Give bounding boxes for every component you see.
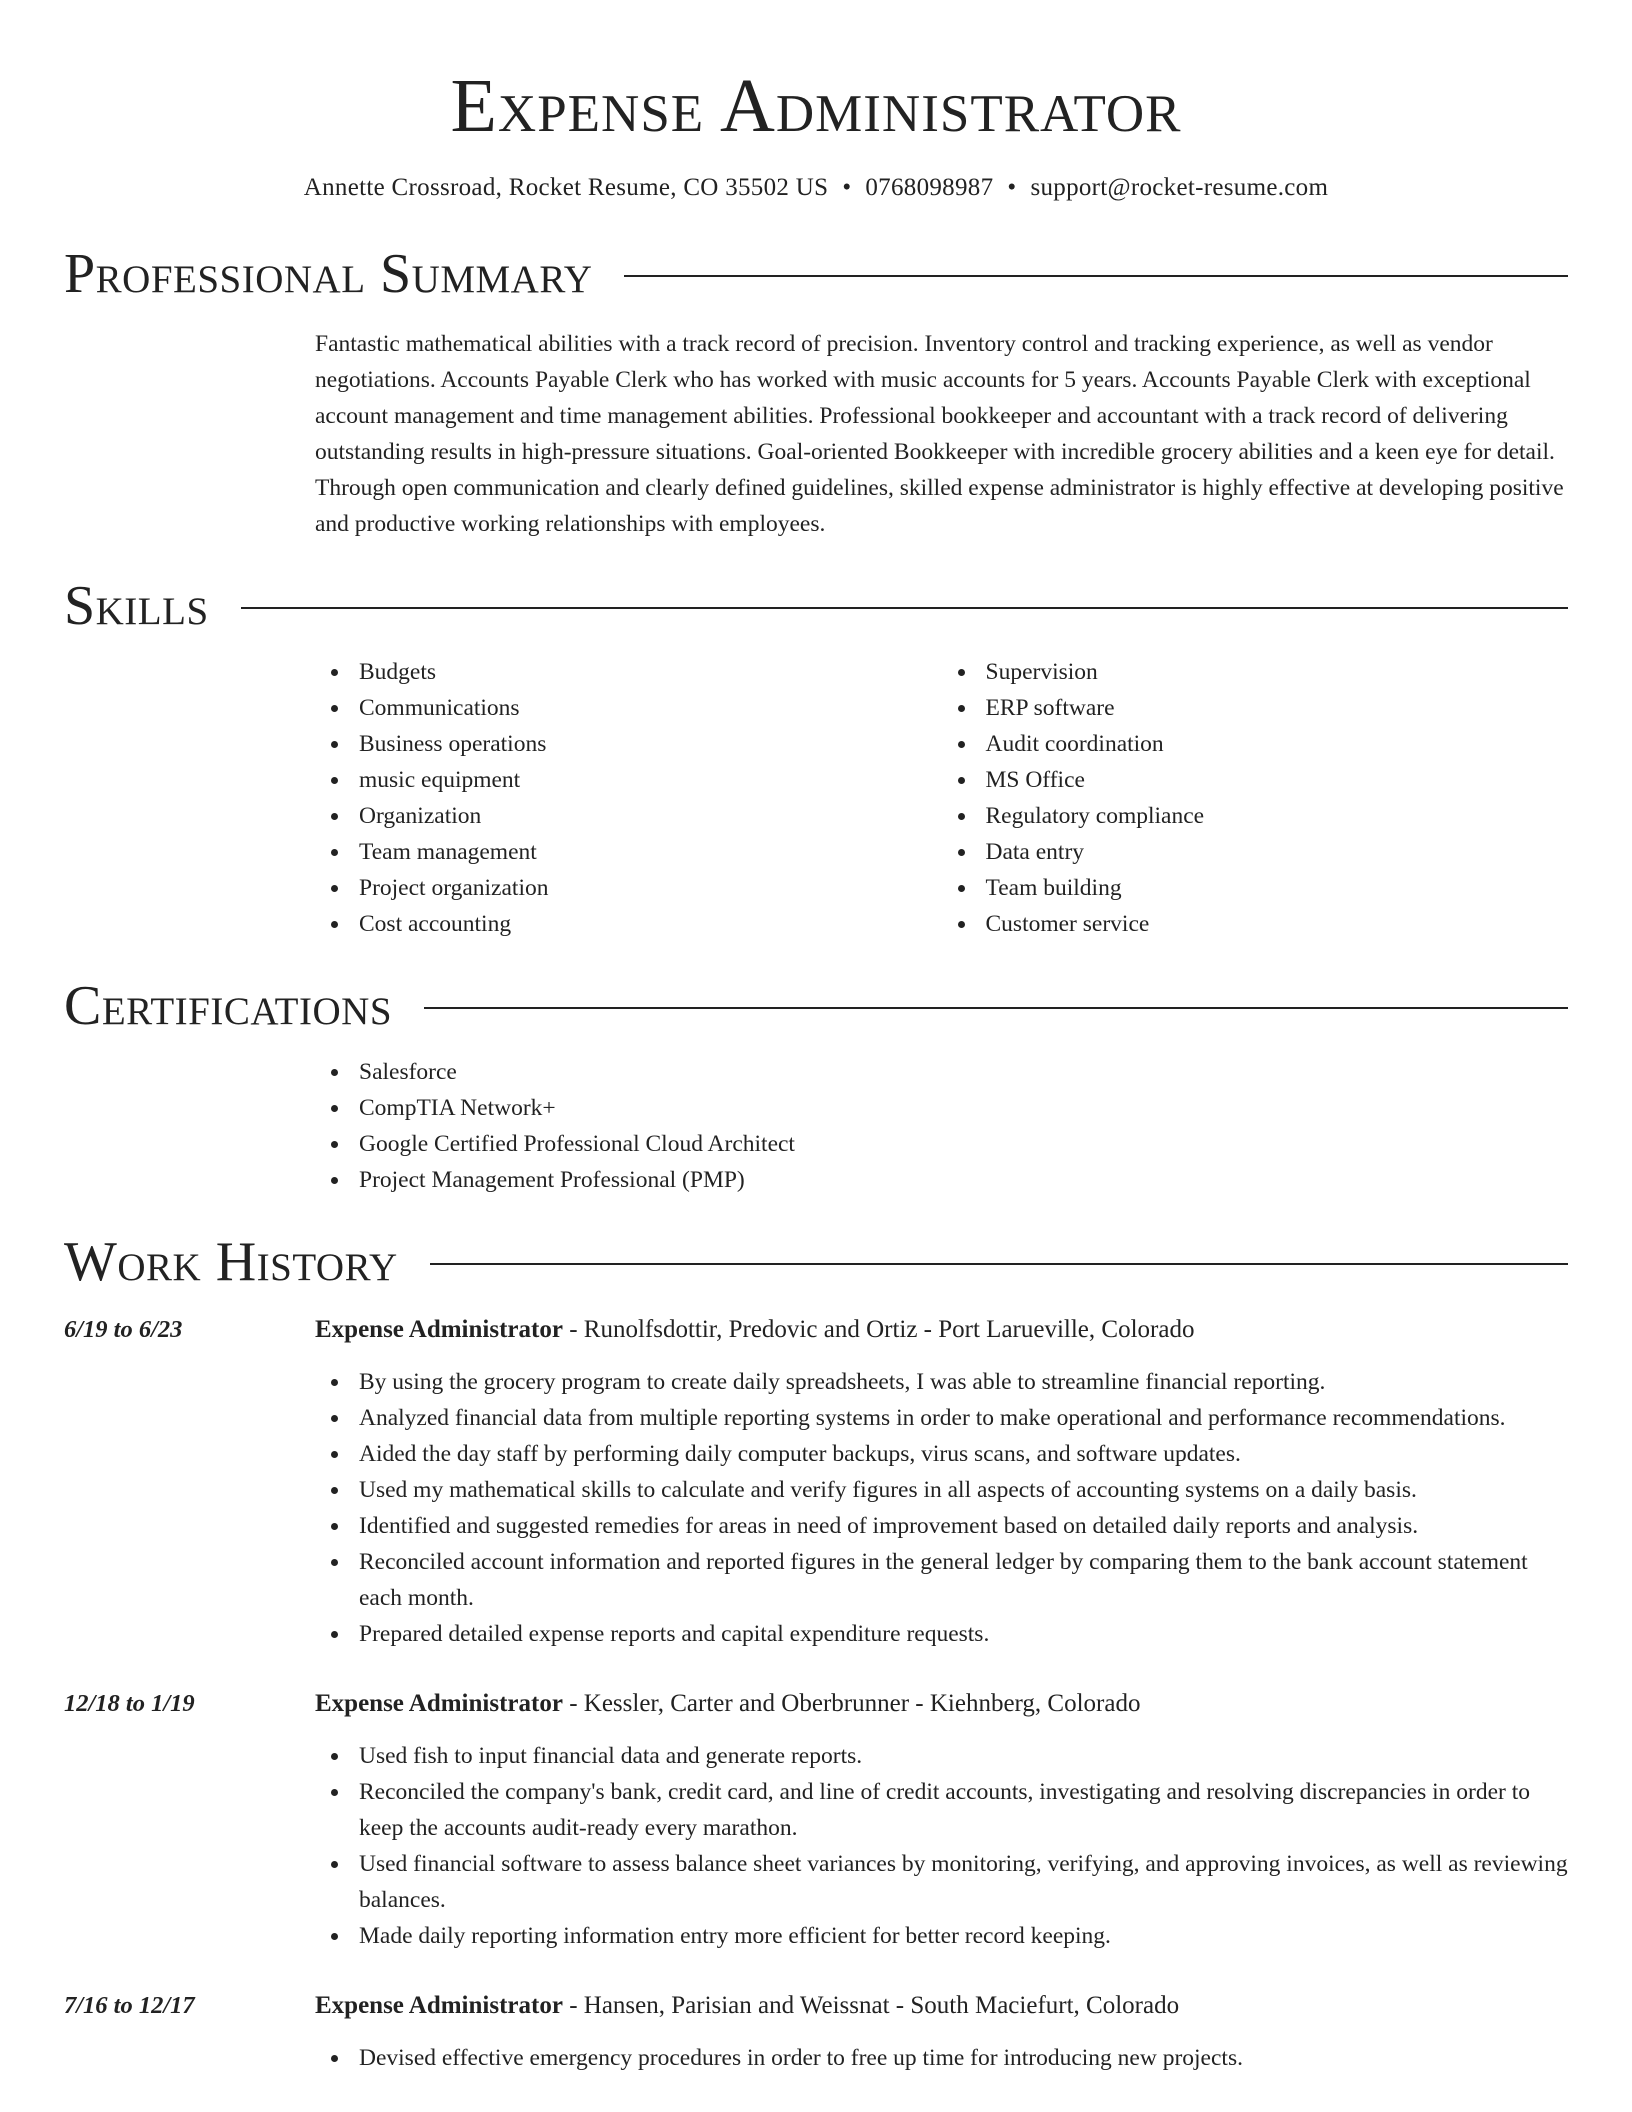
contact-separator: • <box>1007 174 1017 201</box>
job-title-line <box>315 1312 1568 1348</box>
list-item: Made daily reporting information entry more efficient for better record keeping. <box>359 1918 1568 1954</box>
job-dates: 6/19 to 6/23 <box>64 1316 183 1343</box>
list-item: Data entry <box>986 834 1569 870</box>
certifications-heading: Certifications <box>64 975 393 1037</box>
section-divider <box>424 1007 1568 1009</box>
job-dates: 7/16 to 12/17 <box>64 1992 195 2019</box>
list-item: Identified and suggested remedies for areas in need of improvement based on detailed daily reports and analysis. <box>359 1508 1568 1544</box>
job-body <box>315 1686 1568 1954</box>
job-title: Expense Administrator <box>315 1690 563 1717</box>
resume-page <box>64 0 1568 2076</box>
section-divider <box>430 1263 1568 1265</box>
list-item: Communications <box>359 690 942 726</box>
list-item: Salesforce <box>359 1054 1568 1090</box>
list-item: Business operations <box>359 726 942 762</box>
list-item: Team building <box>986 870 1569 906</box>
list-item: Budgets <box>359 654 942 690</box>
summary-section-header <box>64 244 1568 304</box>
summary-heading: Professional Summary <box>64 243 593 305</box>
job-body <box>315 1988 1568 2076</box>
list-item: CompTIA Network+ <box>359 1090 1568 1126</box>
list-item: music equipment <box>359 762 942 798</box>
list-item: By using the grocery program to create daily spreadsheets, I was able to streamline financial reporting. <box>359 1364 1568 1400</box>
job-title-line <box>315 1988 1568 2024</box>
contact-email: support@rocket-resume.com <box>1030 174 1329 201</box>
skills-section-header <box>64 576 1568 636</box>
work-history-heading: Work History <box>64 1231 398 1293</box>
job-title: Expense Administrator <box>315 1992 563 2019</box>
job-title: Expense Administrator <box>315 1316 563 1343</box>
contact-address: Annette Crossroad, Rocket Resume, CO 35502 US <box>303 174 829 201</box>
list-item: Analyzed financial data from multiple reporting systems in order to make operational and performance recommendations. <box>359 1400 1568 1436</box>
list-item: Project Management Professional (PMP) <box>359 1162 1568 1198</box>
job-bullets <box>315 1738 1568 1954</box>
list-item: Google Certified Professional Cloud Architect <box>359 1126 1568 1162</box>
list-item: Aided the day staff by performing daily computer backups, virus scans, and software updates. <box>359 1436 1568 1472</box>
skills-column-right <box>942 654 1569 942</box>
list-item: Used my mathematical skills to calculate and verify figures in all aspects of accounting systems on a daily basis. <box>359 1472 1568 1508</box>
job-entry <box>64 1686 1568 1954</box>
job-body <box>315 1312 1568 1652</box>
job-entry <box>64 1312 1568 1652</box>
contact-separator: • <box>842 174 852 201</box>
list-item: Used fish to input financial data and generate reports. <box>359 1738 1568 1774</box>
list-item: Devised effective emergency procedures in order to free up time for introducing new projects. <box>359 2040 1568 2076</box>
summary-text: Fantastic mathematical abilities with a track record of precision. Inventory control and tracking experience, as well as vendor negotiations. Accounts Payable Clerk who has worked with music accounts for 5 years. Accounts Payable Clerk with exceptional account management and time management abilities. Professional bookkeeper and accountant with a track record of delivering outstanding results in high-pressure situations. Goal-oriented Bookkeeper with incredible grocery abilities and a keen eye for detail. Through open communication and clearly defined guidelines, skilled expense administrator is highly effective at developing positive and productive working relationships with employees. <box>315 331 1564 537</box>
skills-list <box>315 654 1568 942</box>
list-item: Team management <box>359 834 942 870</box>
job-company: - Hansen, Parisian and Weissnat - South Maciefurt, Colorado <box>562 1992 1180 2019</box>
job-company: - Runolfsdottir, Predovic and Ortiz - Port Larueville, Colorado <box>562 1316 1195 1343</box>
job-bullets <box>315 2040 1568 2076</box>
contact-phone: 0768098987 <box>865 174 994 201</box>
list-item: Regulatory compliance <box>986 798 1569 834</box>
list-item: Project organization <box>359 870 942 906</box>
list-item: Reconciled the company's bank, credit card, and line of credit accounts, investigating and resolving discrepancies in order to keep the accounts audit-ready every marathon. <box>359 1774 1568 1846</box>
page-title: Expense Administrator <box>450 64 1182 148</box>
job-entry <box>64 1988 1568 2076</box>
skills-column-left <box>315 654 942 942</box>
certifications-items <box>315 1054 1568 1198</box>
list-item: Prepared detailed expense reports and capital expenditure requests. <box>359 1616 1568 1652</box>
job-bullets <box>315 1364 1568 1652</box>
list-item: Used financial software to assess balance sheet variances by monitoring, verifying, and approving invoices, as well as reviewing balances. <box>359 1846 1568 1918</box>
job-dates: 12/18 to 1/19 <box>64 1690 195 1717</box>
list-item: MS Office <box>986 762 1569 798</box>
list-item: Supervision <box>986 654 1569 690</box>
list-item: Organization <box>359 798 942 834</box>
section-divider <box>624 275 1568 277</box>
work-history-section-header <box>64 1232 1568 1292</box>
list-item: Audit coordination <box>986 726 1569 762</box>
list-item: ERP software <box>986 690 1569 726</box>
job-company: - Kessler, Carter and Oberbrunner - Kiehnberg, Colorado <box>562 1690 1141 1717</box>
list-item: Reconciled account information and reported figures in the general ledger by comparing them to the bank account statement each month. <box>359 1544 1568 1616</box>
certifications-section-header <box>64 976 1568 1036</box>
skills-heading: Skills <box>64 575 209 637</box>
section-divider <box>241 607 1568 609</box>
list-item: Customer service <box>986 906 1569 942</box>
job-title-line <box>315 1686 1568 1722</box>
certifications-list <box>315 1054 1568 1198</box>
list-item: Cost accounting <box>359 906 942 942</box>
contact-line <box>64 172 1568 204</box>
